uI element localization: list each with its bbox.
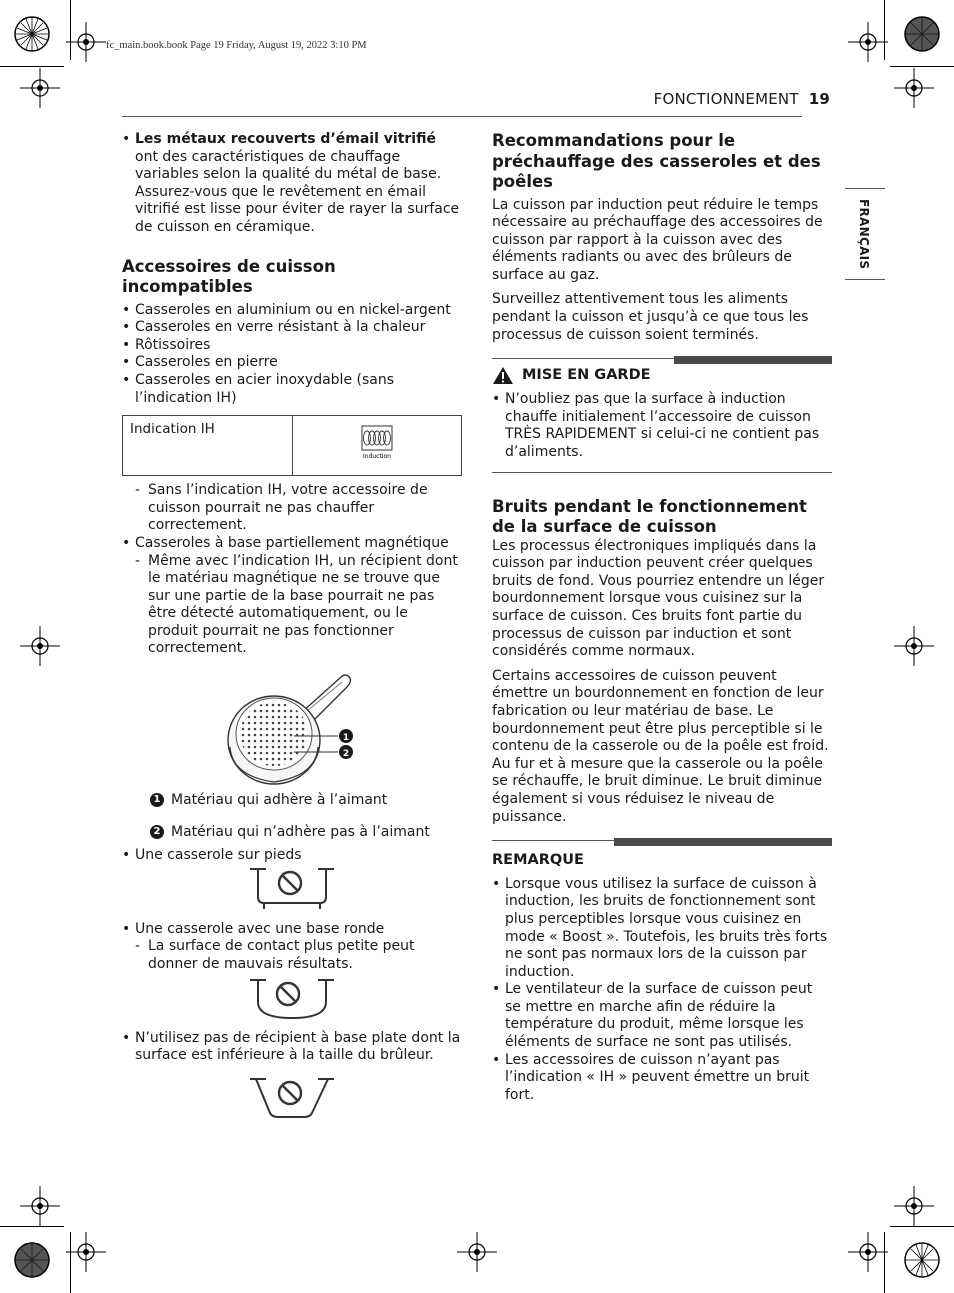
left-column	[122, 131, 462, 1115]
frying-pan-illustration	[222, 672, 362, 788]
pan-illustration	[122, 666, 462, 792]
note-box	[492, 840, 832, 1104]
crop-line	[890, 66, 954, 67]
crosshair-mark-icon	[20, 626, 60, 666]
crop-line	[70, 0, 71, 60]
caution-item: • N’oubliez pas que la surface à induction chauffe initialement l’accessoire de cuisson TRÈS RAPIDEMENT si celui-ci ne contient pas d’aliments.	[492, 391, 832, 461]
section-title: FONCTIONNEMENT	[653, 90, 799, 108]
crosshair-mark-icon	[66, 1232, 106, 1272]
starburst-registration-icon	[902, 14, 942, 54]
partial-dash-note: - Même avec l’indication IH, un récipient dont le matériau magnétique ne se trouve que sur une partie de la base pourrait ne pas être détecté automatiquement, ou le produit pourrait ne pas fonctionner correctement.	[122, 553, 462, 659]
page-number: 19	[808, 90, 830, 108]
language-side-tab	[845, 188, 885, 280]
preheat-paragraph-1: La cuisson par induction peut réduire le temps nécessaire au préchauffage des accessoires de cuisson par rapport à la cuisson avec des éléments radiants ou avec des brûleurs de surface au gaz.	[492, 196, 823, 283]
small-base-pan-diagram	[122, 1065, 462, 1115]
list-item: • Rôtissoires	[122, 337, 462, 355]
note-item: • Lorsque vous utilisez la surface de cuisson à induction, les bruits de fonctionnement sont plus perceptibles lorsque vous cuisinez en mode « Boost ». Toutefois, les bruits très forts ne sont pas normaux lors de la cuisson par induction.	[492, 876, 832, 982]
crosshair-mark-icon	[20, 68, 60, 108]
legend-item	[122, 824, 462, 842]
print-slug: fc_main.book.book Page 19 Friday, August 19, 2022 3:10 PM	[106, 40, 367, 51]
caution-dark-bar	[674, 356, 832, 364]
ih-label-cell: Indication IH	[123, 416, 293, 476]
starburst-registration-icon	[902, 1240, 942, 1280]
noise-paragraph-1: Les processus électroniques impliqués dans la cuisson par induction peuvent créer quelques bruits de fond. Vous pourriez entendre un léger bourdonnement lorsque vous cuisinez sur la surface de cuisson. Ces bruits font partie du processus de cuisson par induction et sont considérés comme normaux.	[492, 537, 825, 660]
pan-on-legs-prohibited-icon	[246, 865, 338, 911]
list-item: • Casseroles en pierre	[122, 354, 462, 372]
note-item: • Le ventilateur de la surface de cuisson peut se mettre en marche afin de réduire la température du produit, même lorsque les éléments de surface ne sont pas utilisés.	[492, 981, 832, 1051]
caution-box	[492, 358, 832, 472]
induction-coil-icon	[361, 425, 393, 461]
crosshair-mark-icon	[848, 22, 888, 62]
header-divider	[122, 116, 802, 117]
crosshair-mark-icon	[894, 1186, 934, 1226]
flat-bullet: • N’utilisez pas de récipient à base plate dont la surface est inférieure à la taille du brûleur.	[122, 1030, 462, 1065]
note-top-rule	[492, 840, 614, 841]
page-header	[654, 90, 830, 108]
crop-line	[884, 0, 885, 60]
legs-bullet: • Une casserole sur pieds	[122, 847, 462, 865]
crosshair-mark-icon	[66, 22, 106, 62]
round-base-pan-prohibited-icon	[246, 976, 338, 1022]
note-dark-bar	[614, 838, 832, 846]
crop-line	[0, 1226, 64, 1227]
crop-line	[890, 1226, 954, 1227]
ih-dash-note: - Sans l’indication IH, votre accessoire de cuisson pourrait ne pas chauffer correctement.	[122, 482, 462, 535]
round-bullet: • Une casserole avec une base ronde	[122, 921, 462, 939]
caution-title: MISE EN GARDE	[522, 366, 651, 383]
enamel-bullet	[122, 131, 462, 237]
crosshair-mark-icon	[848, 1232, 888, 1272]
svg-text:2: 2	[342, 749, 350, 760]
crosshair-mark-icon	[457, 1232, 497, 1272]
noise-paragraph-2: Certains accessoires de cuisson peuvent émettre un bourdonnement en fonction de leur fabrication ou leur matériau de base. Le bourdonnement peut être plus perceptible si le contenu de la casserole ou de la poêle est froid. Au fur et à mesure que la casserole ou la poêle se réchauffe, le bruit diminue. Le bruit diminue également si vous réduisez le niveau de puissance.	[492, 667, 829, 825]
crosshair-mark-icon	[894, 68, 934, 108]
crosshair-mark-icon	[894, 626, 934, 666]
partial-bullet: • Casseroles à base partiellement magnétique	[122, 535, 462, 553]
crop-line	[884, 1232, 885, 1293]
round-pan-diagram	[122, 974, 462, 1030]
incompatible-heading: Accessoires de cuisson incompatibles	[122, 256, 336, 297]
list-item: • Casseroles en aluminium ou en nickel-argent	[122, 302, 462, 320]
note-item: • Les accessoires de cuisson n’ayant pas l’indication « IH » peuvent émettre un bruit fort.	[492, 1052, 832, 1105]
ih-icon-cell	[292, 416, 462, 476]
list-item: • Casseroles en acier inoxydable (sans l’indication IH)	[122, 372, 462, 407]
starburst-registration-icon	[12, 1240, 52, 1280]
preheat-paragraph-2: Surveillez attentivement tous les aliments pendant la cuisson et jusqu’à ce que tous les processus de cuisson soient terminés.	[492, 291, 809, 343]
language-label: FRANÇAIS	[857, 199, 871, 270]
caution-title-row	[492, 366, 832, 385]
round-dash-note: - La surface de contact plus petite peut donner de mauvais résultats.	[122, 938, 462, 973]
enamel-bold: Les métaux recouverts d’émail vitrifié	[135, 131, 436, 147]
legend-number: 2	[150, 825, 164, 839]
enamel-text: ont des caractéristiques de chauffage variables selon la qualité du métal de base. Assurez-vous que le revêtement en émail vitrifié est lisse pour éviter de rayer la surface de cuisson en céramique.	[135, 148, 460, 235]
induction-caption: Induction	[362, 452, 391, 460]
svg-text:1: 1	[342, 733, 350, 744]
warning-triangle-icon	[492, 366, 514, 385]
crosshair-mark-icon	[20, 1186, 60, 1226]
legend-number: 1	[150, 793, 164, 807]
legend-item	[122, 792, 462, 810]
note-title: REMARQUE	[492, 852, 584, 869]
ih-indication-table	[122, 415, 462, 476]
crop-line	[70, 1232, 71, 1293]
small-base-pan-prohibited-icon	[246, 1075, 338, 1121]
list-item: • Casseroles en verre résistant à la chaleur	[122, 319, 462, 337]
noise-heading: Bruits pendant le fonctionnement de la surface de cuisson	[492, 496, 807, 537]
starburst-registration-icon	[12, 14, 52, 54]
preheat-heading: Recommandations pour le préchauffage des casseroles et des poêles	[492, 131, 821, 191]
legend-text: Matériau qui adhère à l’aimant	[171, 792, 388, 809]
legend-text: Matériau qui n’adhère pas à l’aimant	[171, 823, 430, 840]
right-column	[492, 131, 832, 1104]
crop-line	[0, 66, 64, 67]
legs-pan-diagram	[122, 865, 462, 917]
